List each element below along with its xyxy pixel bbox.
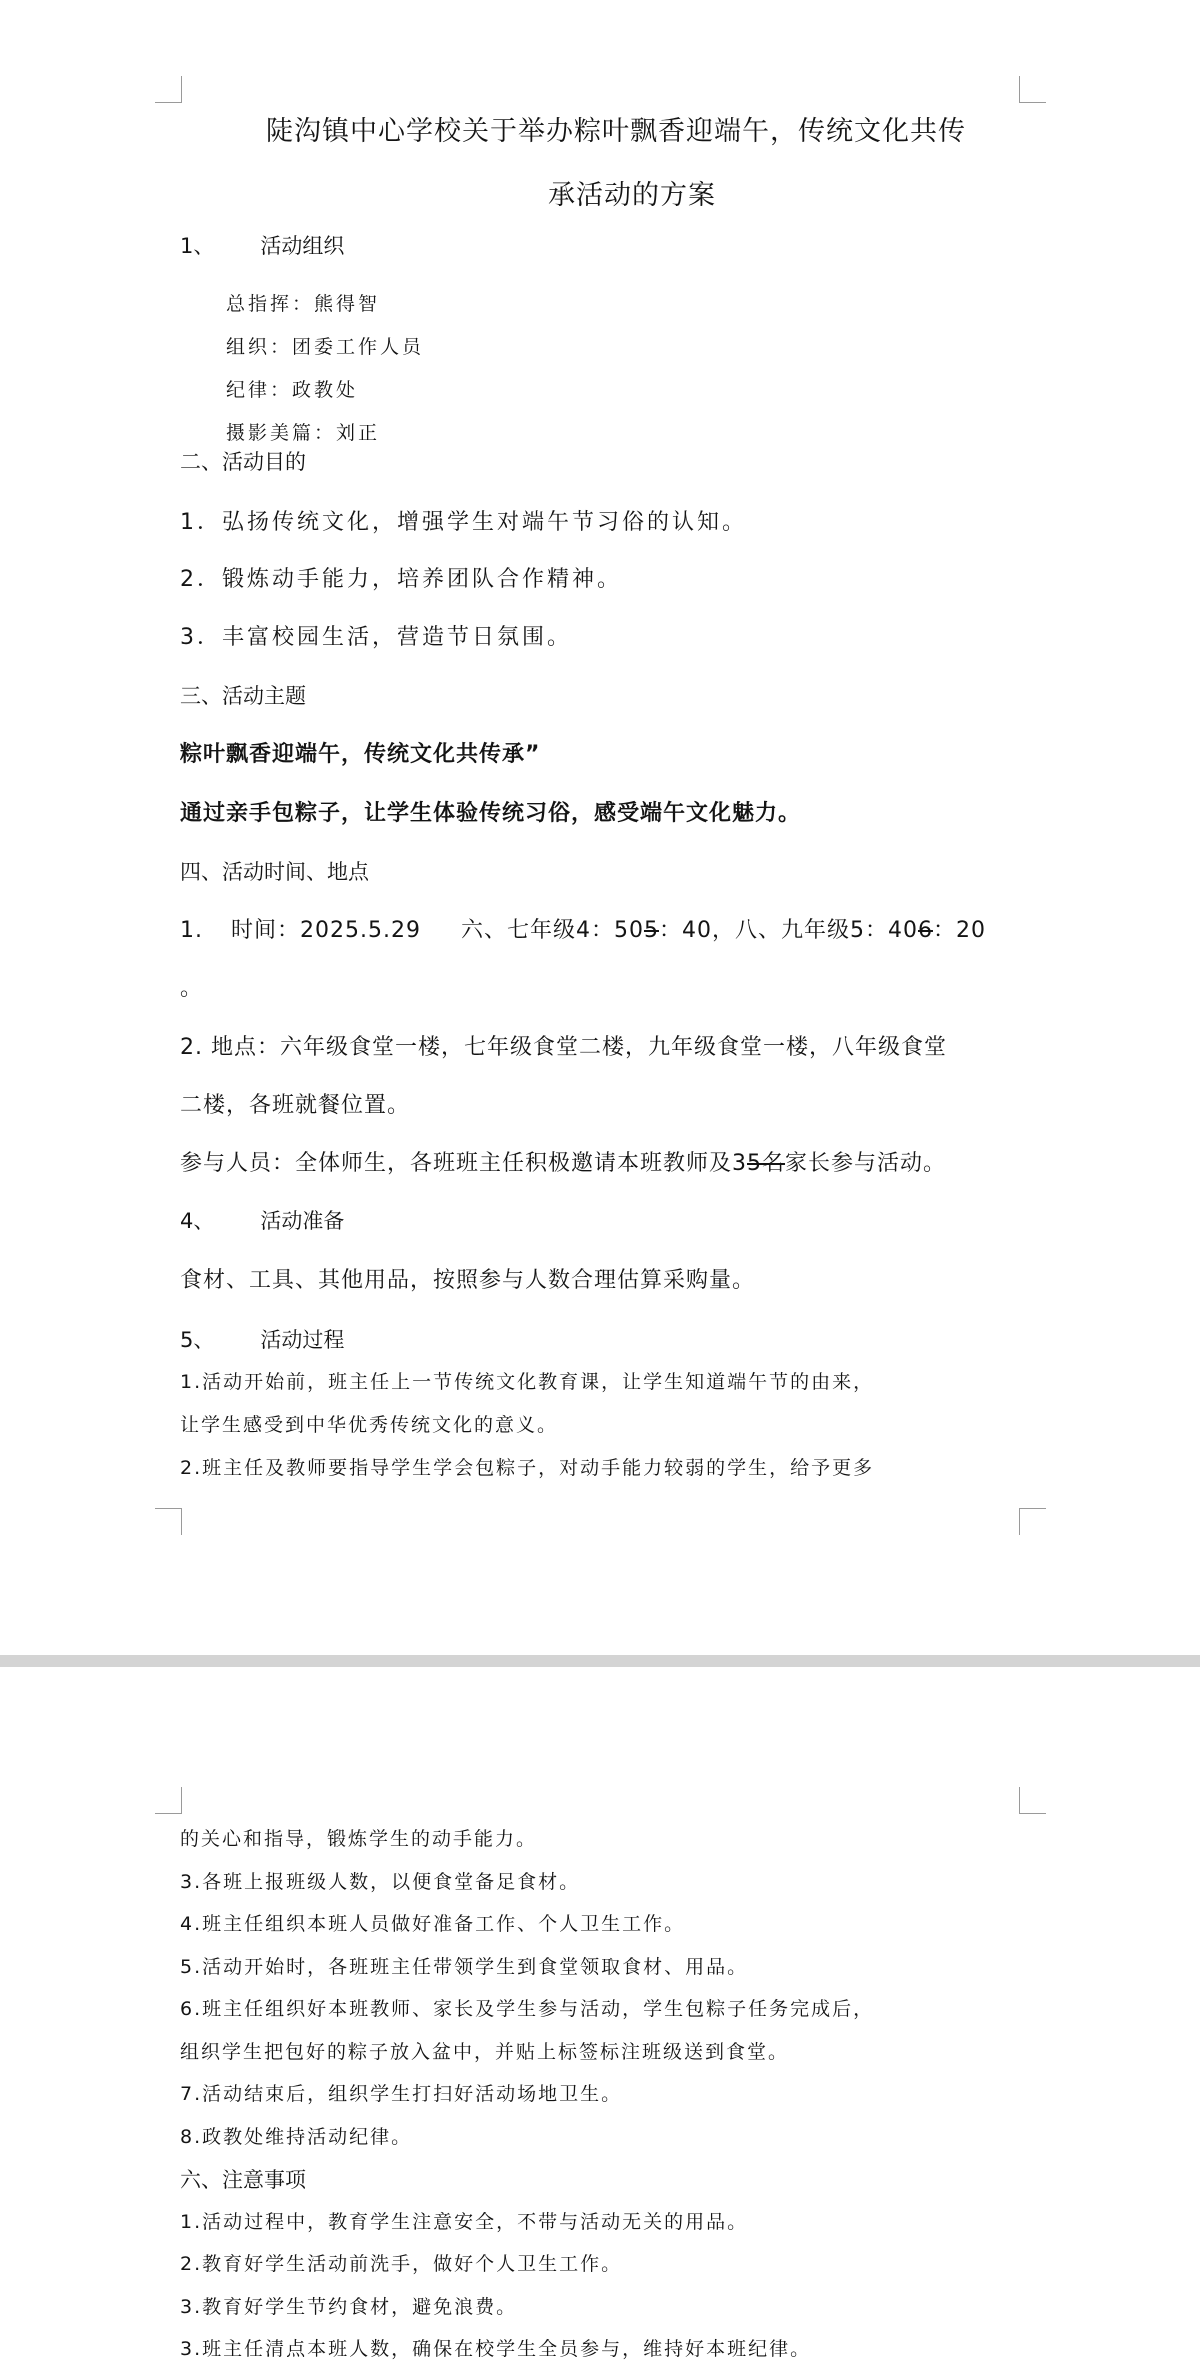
process-line: 8.政教处维持活动纪律。 (180, 2126, 413, 2148)
document-page-2 (0, 1667, 1200, 2368)
section2-heading: 二、活动目的 (180, 450, 306, 474)
margin-corner-mark (155, 1508, 182, 1535)
time-line-tail: 。 (180, 976, 204, 1001)
activity-place-line2: 二楼，各班就餐位置。 (180, 1093, 411, 1118)
section1-heading (180, 236, 344, 257)
process-line: 让学生感受到中华优秀传统文化的意义。 (180, 1414, 559, 1436)
notice-item: 3.教育好学生节约食材，避免浪费。 (180, 2296, 518, 2318)
margin-corner-mark (1019, 1787, 1046, 1814)
process-line: 4.班主任组织本班人员做好准备工作、个人卫生工作。 (180, 1913, 686, 1935)
section1-heading-number: 1、 (180, 234, 215, 258)
document-title-line2: 承活动的方案 (548, 180, 716, 211)
section5-heading-text: 活动准备 (260, 1209, 345, 1233)
notice-item: 3.班主任清点本班人数，确保在校学生全员参与，维持好本班纪律。 (180, 2338, 812, 2360)
activity-theme-description: 通过亲手包粽子，让学生体验传统习俗，感受端午文化魅力。 (180, 801, 802, 826)
notice-item: 2.教育好学生活动前洗手，做好个人卫生工作。 (180, 2253, 623, 2275)
time-grades-6-7: 六、七年级4：50 (460, 918, 644, 943)
time-grades-8-9: ：40，八、九年级5：40 (658, 918, 918, 943)
purpose-item: 1．弘扬传统文化，增强学生对端午节习俗的认知。 (180, 510, 747, 535)
process-line: 组织学生把包好的粽子放入盆中，并贴上标签标注班级送到食堂。 (180, 2041, 790, 2063)
section6-heading-text: 活动过程 (260, 1328, 345, 1352)
process-line: 5.活动开始时，各班班主任带领学生到食堂领取食材、用品。 (180, 1956, 749, 1978)
margin-corner-mark (155, 76, 182, 103)
org-item-photography: 摄影美篇：刘正 (226, 422, 381, 444)
time-number: 1. (180, 918, 203, 943)
org-item-discipline: 纪律：政教处 (226, 379, 359, 401)
participants-line (180, 1153, 946, 1175)
activity-time-line (180, 920, 986, 942)
margin-corner-mark (1019, 1508, 1046, 1535)
process-line: 2.班主任及教师要指导学生学会包粽子，对动手能力较弱的学生，给予更多 (180, 1457, 875, 1479)
section1-heading-text: 活动组织 (260, 234, 345, 258)
purpose-item: 3．丰富校园生活，营造节日氛围。 (180, 625, 572, 650)
time-struck-digit: 6 (917, 918, 933, 943)
participants-struck-digit: 5 (747, 1151, 762, 1176)
purpose-item: 2．锻炼动手能力，培养团队合作精神。 (180, 567, 622, 592)
participants-text: 参与人员：全体师生，各班班主任积极邀请本班教师及3 (180, 1151, 747, 1176)
process-line: 1.活动开始前，班主任上一节传统文化教育课，让学生知道端午节的由来， (180, 1371, 875, 1393)
time-end: ：20 (932, 918, 986, 943)
process-line: 7.活动结束后，组织学生打扫好活动场地卫生。 (180, 2083, 623, 2105)
org-item-commander: 总指挥：熊得智 (226, 293, 381, 315)
section5-heading (180, 1211, 344, 1232)
notice-item: 1.活动过程中，教育学生注意安全，不带与活动无关的用品。 (180, 2211, 749, 2233)
time-date: 时间：2025.5.29 (231, 918, 421, 943)
section4-heading: 四、活动时间、地点 (180, 860, 369, 884)
section5-heading-number: 4、 (180, 1209, 215, 1233)
time-struck-digit: 5 (643, 918, 659, 943)
process-line: 6.班主任组织好本班教师、家长及学生参与活动，学生包粽子任务完成后， (180, 1998, 875, 2020)
section3-heading: 三、活动主题 (180, 684, 306, 708)
participants-struck-word: 名 (762, 1151, 786, 1176)
org-item-organizer: 组织：团委工作人员 (226, 336, 425, 358)
preparation-text: 食材、工具、其他用品，按照参与人数合理估算采购量。 (180, 1268, 756, 1293)
process-line: 3.各班上报班级人数，以便食堂备足食材。 (180, 1871, 581, 1893)
activity-place-line1: 2. 地点：六年级食堂一楼，七年级食堂二楼，九年级食堂一楼，八年级食堂 (180, 1035, 947, 1060)
section7-heading: 六、注意事项 (180, 2168, 306, 2192)
margin-corner-mark (1019, 76, 1046, 103)
section6-heading (180, 1330, 344, 1351)
activity-theme: 粽叶飘香迎端午，传统文化共传承” (180, 742, 541, 767)
process-line: 的关心和指导，锻炼学生的动手能力。 (180, 1828, 538, 1850)
section6-heading-number: 5、 (180, 1328, 215, 1352)
participants-text-end: 家长参与活动。 (785, 1151, 947, 1176)
margin-corner-mark (155, 1787, 182, 1814)
document-title-line1: 陡沟镇中心学校关于举办粽叶飘香迎端午，传统文化共传 (266, 116, 966, 147)
page-separator (0, 1655, 1200, 1667)
